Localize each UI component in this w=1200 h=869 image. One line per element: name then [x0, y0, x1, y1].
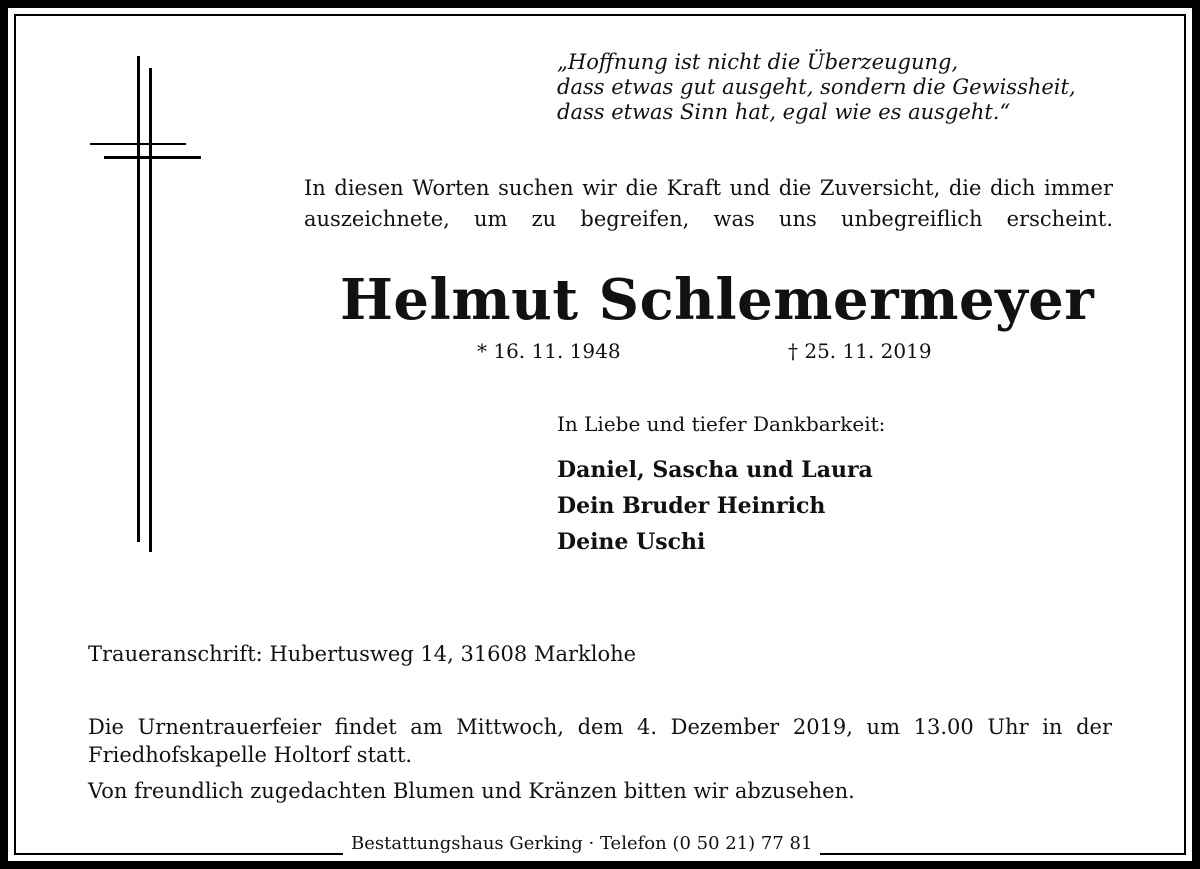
birth-date: * 16. 11. 1948: [477, 339, 621, 363]
mourning-address: Traueranschrift: Hubertusweg 14, 31608 Marklohe: [88, 642, 637, 666]
quote-line-3: dass etwas Sinn hat, egal wie es ausgeht.“: [557, 100, 1011, 124]
intro-text: In diesen Worten suchen wir die Kraft und die Zuversicht, die dich immer auszeichnete, um zu begreifen, was uns unbegreiflich erscheint.: [304, 176, 1113, 231]
quote: [557, 50, 1157, 125]
ceremony-info: [88, 713, 1112, 769]
cross-horizontal-bar-2: [104, 156, 201, 159]
quote-line-1: „Hoffnung ist nicht die Überzeugung,: [557, 50, 959, 74]
quote-line-2: dass etwas gut ausgeht, sondern die Gewissheit,: [557, 75, 1076, 99]
ceremony-line-1: Die Urnentrauerfeier findet am Mittwoch, dem 4. Dezember 2019, um 13.00 Uhr in der: [88, 715, 1112, 739]
mourner-name: Dein Bruder Heinrich: [557, 493, 826, 519]
cross-vertical-bar-1: [137, 56, 140, 542]
flowers-note: Von freundlich zugedachten Blumen und Kränzen bitten wir abzusehen.: [88, 779, 855, 803]
mourners-intro: In Liebe und tiefer Dankbarkeit:: [557, 412, 886, 436]
cross-vertical-bar-2: [149, 68, 152, 552]
mourner-name: Deine Uschi: [557, 529, 706, 555]
ceremony-line-2: Friedhofskapelle Holtorf statt.: [88, 743, 413, 767]
mourner-name: Daniel, Sascha und Laura: [557, 457, 873, 483]
death-date: † 25. 11. 2019: [788, 339, 932, 363]
cross-horizontal-bar-1: [90, 143, 186, 145]
funeral-home-footer: Bestattungshaus Gerking · Telefon (0 50 21) 77 81: [343, 832, 820, 856]
deceased-name: Helmut Schlemermeyer: [340, 267, 1095, 333]
mourners-list: [557, 452, 873, 560]
